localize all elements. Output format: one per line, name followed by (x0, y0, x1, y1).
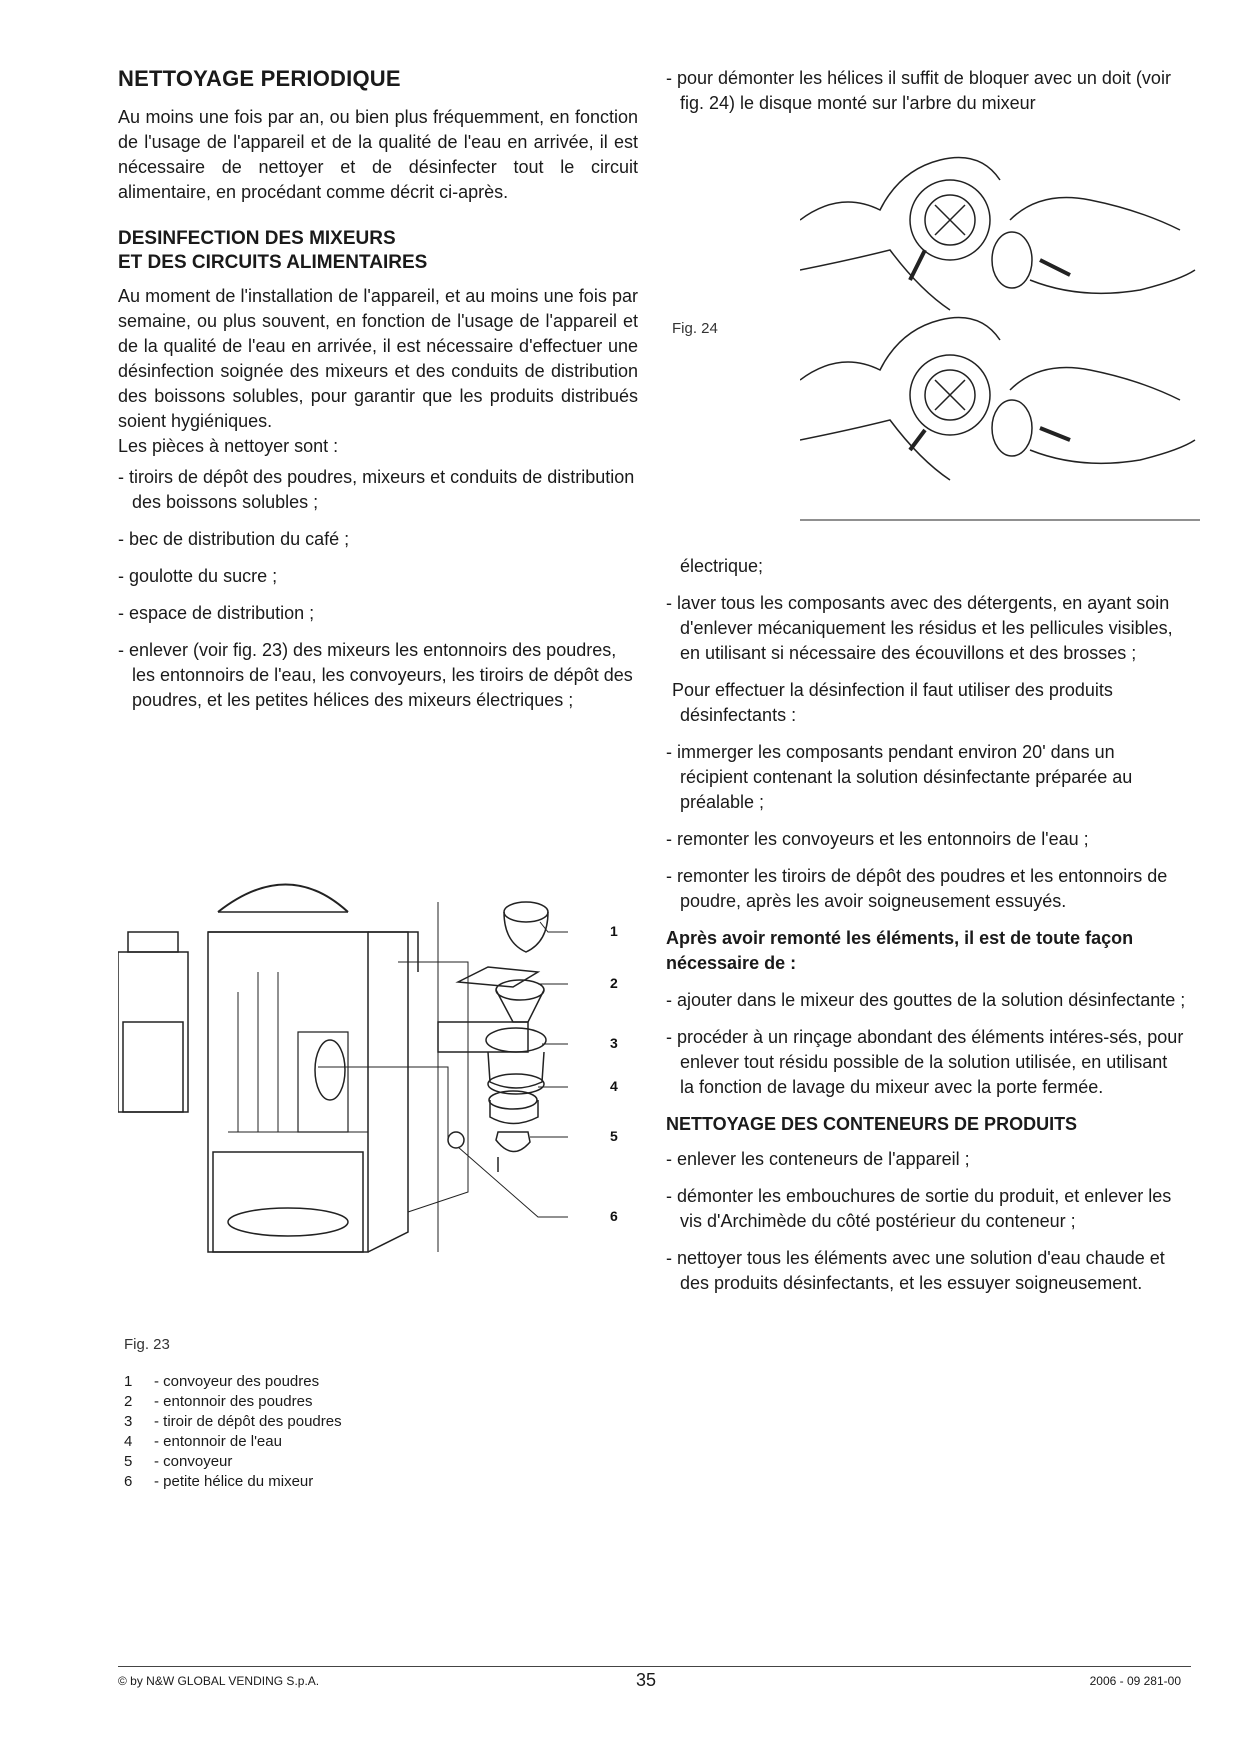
figure-24-illustration (800, 150, 1200, 528)
desinfection-paragraph: Au moment de l'installation de l'appareil, et au moins une fois par semaine, ou plus souvent, en fonction de l'usage de l'appareil et de la qualité de l'eau en arrivée, il est nécessaire d'effectuer une désinfection soignée des mixeurs et des conduits de distribution des boissons solubles, pour garantir que les produits distribués soient hygiéniques. (118, 286, 638, 432)
figure-23-drawing (118, 872, 638, 1272)
after-reassembly-note: Après avoir remonté les éléments, il est de toute façon nécessaire de : (666, 928, 1134, 973)
legend-text: - petite hélice du mixeur (154, 1473, 314, 1490)
page-number: 35 (636, 1670, 657, 1690)
disinfect-intro: Pour effectuer la désinfection il faut utiliser des produits désinfectants : (672, 680, 1113, 725)
right-column-top (666, 66, 1186, 128)
list-item: - procéder à un rinçage abondant des éléments intéres-sés, pour enlever tout résidu possible de la solution utilisée, en utilisant la fonction de lavage du mixeur avec la porte fermée. (666, 1027, 1184, 1097)
parts-intro: Les pièces à nettoyer sont : (118, 436, 339, 457)
figure-23-legend (124, 1372, 524, 1492)
list-item: - bec de distribution du café ; (118, 529, 350, 550)
legend-row (124, 1472, 524, 1492)
callout-2: 2 (610, 975, 618, 991)
list-item: - ajouter dans le mixeur des gouttes de la solution désinfectante ; (666, 990, 1186, 1010)
legend-text: - convoyeur (154, 1453, 233, 1470)
legend-text: - convoyeur des poudres (154, 1373, 320, 1390)
footer-docref: 2006 - 09 281-00 (1089, 1674, 1181, 1688)
list-item: - immerger les composants pendant environ 20' dans un récipient contenant la solution désinfectante préparée au préalable ; (666, 742, 1133, 812)
legend-number: 2 (124, 1393, 133, 1410)
list-item: - espace de distribution ; (118, 603, 315, 624)
list-item: - démonter les embouchures de sortie du produit, et enlever les vis d'Archimède du côté postérieur du conteneur ; (666, 1186, 1172, 1231)
right-column-lower (666, 554, 1186, 1308)
footer-copyright: © by N&W GLOBAL VENDING S.p.A. (118, 1674, 320, 1688)
legend-row (124, 1372, 524, 1392)
list-item: - remonter les convoyeurs et les entonnoirs de l'eau ; (666, 829, 1089, 849)
legend-number: 4 (124, 1433, 133, 1450)
legend-text: - tiroir de dépôt des poudres (154, 1413, 342, 1430)
heading-desinfection-line1: DESINFECTION DES MIXEURS (118, 227, 396, 249)
figure-23-caption: Fig. 23 (124, 1336, 170, 1353)
legend-row (124, 1452, 524, 1472)
callout-3: 3 (610, 1035, 618, 1051)
legend-number: 6 (124, 1473, 133, 1490)
legend-number: 5 (124, 1453, 133, 1470)
callout-1: 1 (610, 923, 618, 939)
legend-row (124, 1412, 524, 1432)
figure-24-drawing (800, 150, 1200, 528)
left-column (118, 66, 638, 725)
footer-divider (118, 1666, 1191, 1667)
legend-number: 1 (124, 1373, 133, 1390)
list-item: - laver tous les composants avec des détergents, en ayant soin d'enlever mécaniquement les résidus et les pellicules visibles, en utilisant si nécessaire des écouvillons et des brosses ; (666, 593, 1173, 663)
list-item: - goulotte du sucre ; (118, 566, 278, 587)
callout-5: 5 (610, 1128, 618, 1144)
heading-desinfection (118, 227, 638, 275)
list-item: - enlever (voir fig. 23) des mixeurs les entonnoirs des poudres, les entonnoirs de l'eau, les convoyeurs, les tiroirs de dépôt des poudres, et les petites hélices des mixeurs électriques ; (118, 640, 633, 711)
list-item: - nettoyer tous les éléments avec une solution d'eau chaude et des produits désinfectants, et les essuyer soigneusement. (666, 1248, 1165, 1293)
list-item: - enlever les conteneurs de l'appareil ; (666, 1149, 970, 1169)
legend-row (124, 1432, 524, 1452)
list-item: - pour démonter les hélices il suffit de bloquer avec un doit (voir fig. 24) le disque monté sur l'arbre du mixeur (666, 68, 1171, 113)
figure-23-illustration (118, 872, 638, 1272)
intro-paragraph: Au moins une fois par an, ou bien plus fréquemment, en fonction de l'usage de l'appareil et de la qualité de l'eau en arrivée, il est nécessaire de nettoyer et de désinfecter tout le circuit alimentaire, en procédant comme décrit ci-après. (118, 106, 638, 202)
heading-desinfection-line2: ET DES CIRCUITS ALIMENTAIRES (118, 251, 428, 273)
legend-row (124, 1392, 524, 1412)
heading-nettoyage-periodique: NETTOYAGE PERIODIQUE (118, 66, 401, 91)
legend-text: - entonnoir des poudres (154, 1393, 313, 1410)
callout-6: 6 (610, 1208, 618, 1224)
heading-nettoyage-conteneurs: NETTOYAGE DES CONTENEURS DE PRODUITS (666, 1114, 1078, 1134)
legend-number: 3 (124, 1413, 133, 1430)
figure-24-caption: Fig. 24 (672, 320, 718, 337)
list-item: - tiroirs de dépôt des poudres, mixeurs et conduits de distribution des boissons solubles ; (118, 467, 635, 513)
callout-4: 4 (610, 1078, 618, 1094)
list-item: - remonter les tiroirs de dépôt des poudres et les entonnoirs de poudre, après les avoir soigneusement essuyés. (666, 866, 1168, 911)
legend-text: - entonnoir de l'eau (154, 1433, 282, 1450)
continuation-text: électrique; (680, 556, 764, 576)
